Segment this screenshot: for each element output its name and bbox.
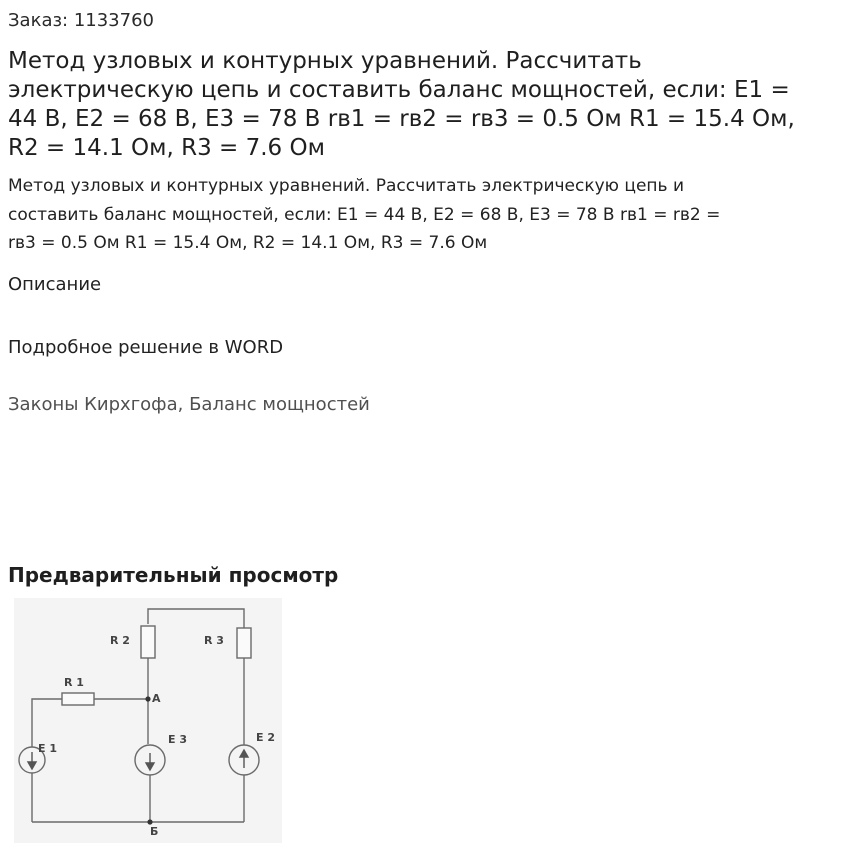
task-description-line: составить баланс мощностей, если: E1 = 44 В, E2 = 68 В, E3 = 78 В rв1 = rв2 = (8, 204, 721, 225)
label-r3: R 3 (204, 634, 224, 647)
circuit-preview-image[interactable] (14, 598, 282, 843)
preview-heading: Предварительный просмотр (8, 563, 339, 587)
task-description-line: rв3 = 0.5 Ом R1 = 15.4 Ом, R2 = 14.1 Ом, R3 = 7.6 Ом (8, 233, 488, 253)
node-a-dot (145, 696, 150, 701)
task-description-line: Метод узловых и контурных уравнений. Рассчитать электрическую цепь и (8, 176, 685, 196)
task-description (8, 172, 838, 258)
page-title-line: R2 = 14.1 Ом, R3 = 7.6 Ом (8, 135, 325, 161)
description-section-label: Описание (8, 274, 102, 295)
page-title-line: Метод узловых и контурных уравнений. Рассчитать (8, 48, 642, 74)
label-r2: R 2 (110, 634, 130, 647)
resistor-r1 (62, 693, 94, 705)
page-title-line: электрическую цепь и составить баланс мощностей, если: E1 = (8, 77, 790, 103)
label-e3: E 3 (168, 733, 187, 746)
tag-link-power-balance[interactable]: Баланс мощностей (189, 394, 370, 415)
label-node-a: A (152, 692, 161, 705)
resistor-r3 (237, 628, 251, 658)
tag-link-kirchhoff[interactable]: Законы Кирхгофа (8, 394, 178, 415)
label-e1: E 1 (38, 742, 57, 755)
label-node-b: Б (150, 825, 159, 838)
tag-list (8, 394, 370, 415)
circuit-diagram (14, 598, 282, 843)
page-title-line: 44 В, E2 = 68 В, E3 = 78 В rв1 = rв2 = rв3 = 0.5 Ом R1 = 15.4 Ом, (8, 106, 795, 132)
page-title (8, 47, 838, 163)
label-e2: E 2 (256, 731, 275, 744)
order-number: Заказ: 1133760 (8, 10, 154, 31)
label-r1: R 1 (64, 676, 84, 689)
solution-format-text: Подробное решение в WORD (8, 337, 284, 358)
tag-separator: , (177, 394, 190, 415)
node-b-dot (147, 819, 152, 824)
resistor-r2 (141, 626, 155, 658)
